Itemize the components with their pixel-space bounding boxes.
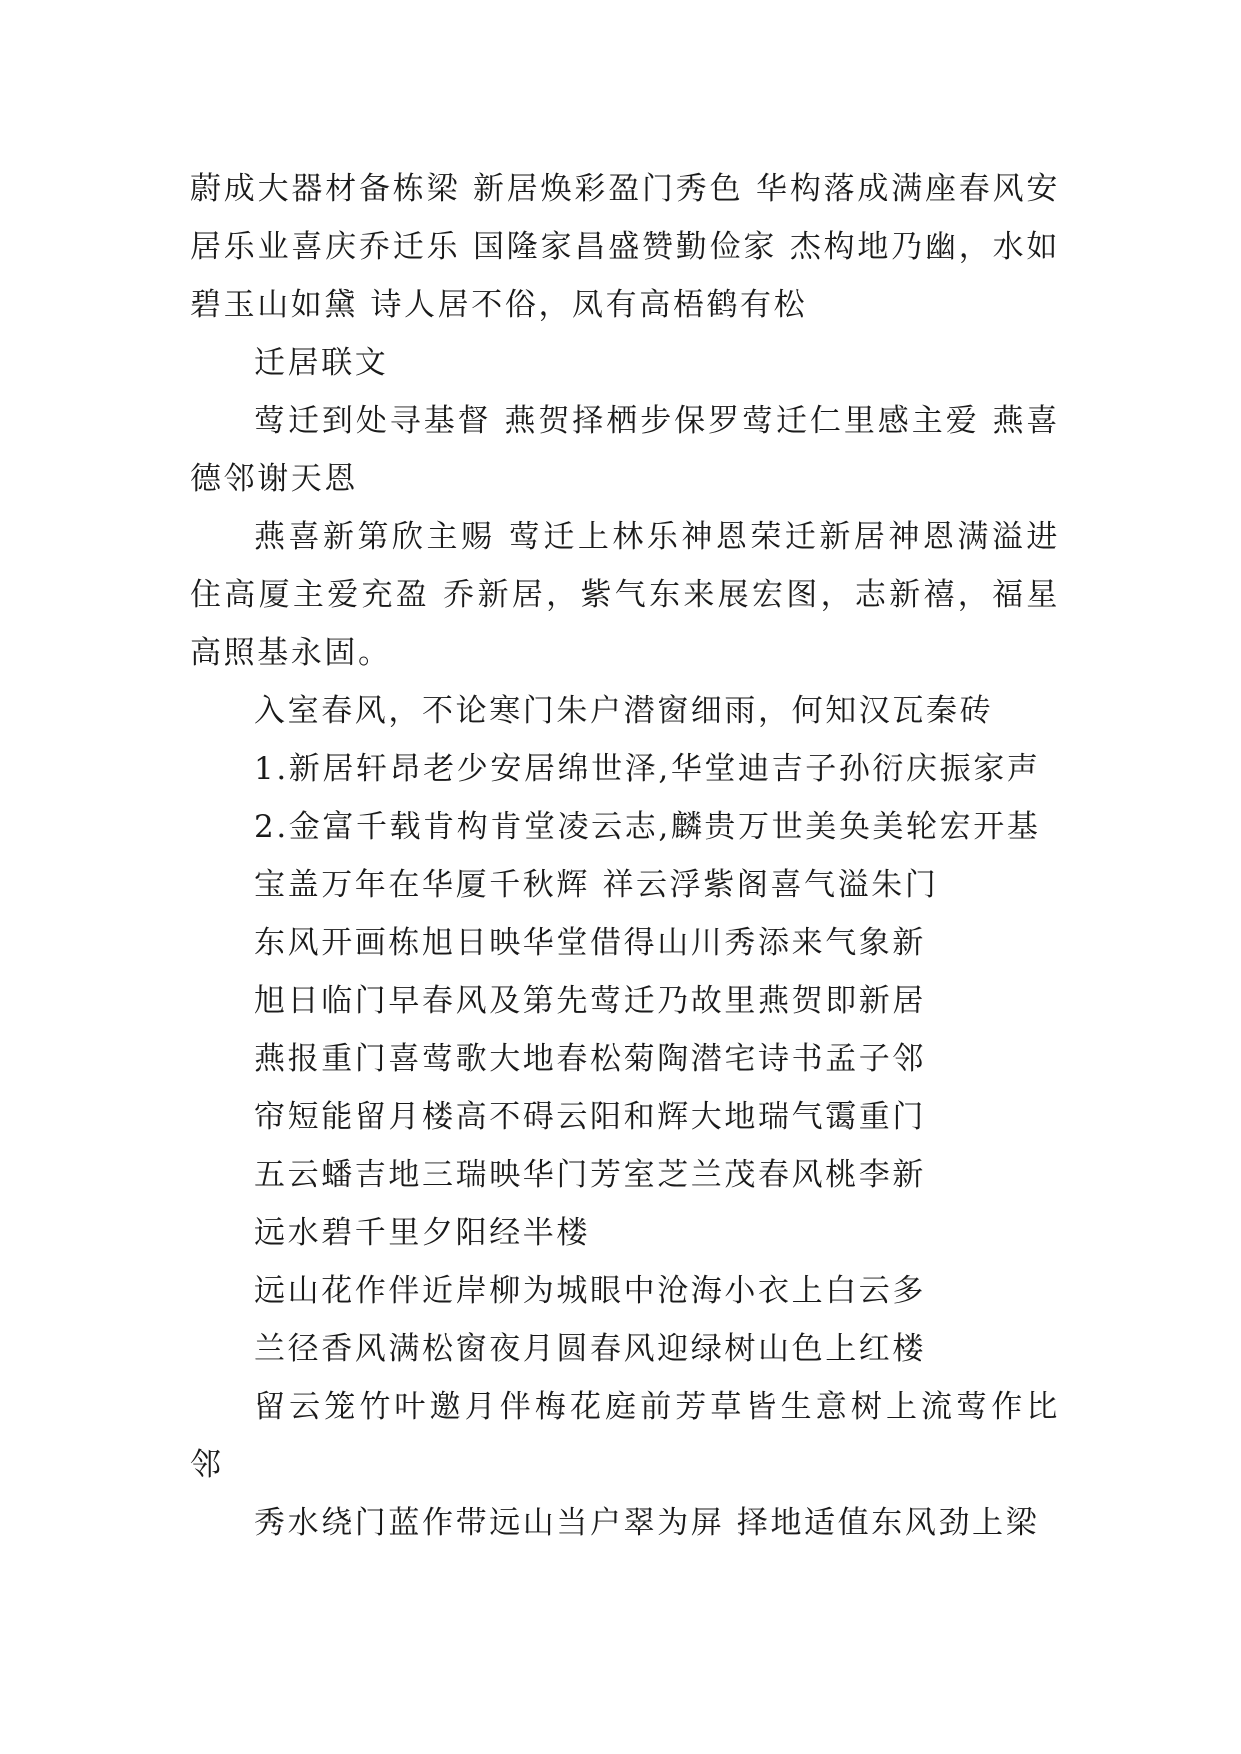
paragraph-3: 莺迁到处寻基督 燕贺择栖步保罗莺迁仁里感主爱 燕喜德邻谢天恩: [190, 403, 1060, 497]
paragraph-4: 燕喜新第欣主赐 莺迁上林乐神恩荣迁新居神恩满溢进住高厦主爱充盈 乔新居，紫气东来展宏图，志新禧，福星高照基永固。: [190, 519, 1060, 671]
paragraph-15: 远山花作伴近岸柳为城眼中沧海小衣上白云多: [254, 1273, 926, 1309]
paragraph-2: 迁居联文: [254, 345, 389, 381]
paragraph-7: 2.金富千载肯构肯堂凌云志,麟贵万世美奂美轮宏开基: [254, 809, 1041, 845]
paragraph-1: 蔚成大器材备栋梁 新居焕彩盈门秀色 华构落成满座春风安居乐业喜庆乔迁乐 国隆家昌盛赞勤俭家 杰构地乃幽，水如碧玉山如黛 诗人居不俗，凤有高梧鹤有松: [190, 171, 1060, 323]
paragraph-18: 秀水绕门蓝作带远山当户翠为屏 择地适值东风劲上梁: [254, 1505, 1040, 1541]
paragraph-17: 留云笼竹叶邀月伴梅花庭前芳草皆生意树上流莺作比邻: [190, 1389, 1060, 1483]
paragraph-8: 宝盖万年在华厦千秋辉 祥云浮紫阁喜气溢朱门: [254, 867, 939, 903]
paragraph-5: 入室春风，不论寒门朱户潜窗细雨，何知汉瓦秦砖: [254, 693, 994, 729]
paragraph-16: 兰径香风满松窗夜月圆春风迎绿树山色上红楼: [254, 1331, 926, 1367]
paragraph-10: 旭日临门早春风及第先莺迁乃故里燕贺即新居: [254, 983, 926, 1019]
document-page: [190, 160, 1060, 1552]
paragraph-6: 1.新居轩昂老少安居绵世泽,华堂迪吉子孙衍庆振家声: [254, 751, 1041, 787]
paragraph-11: 燕报重门喜莺歌大地春松菊陶潜宅诗书孟子邻: [254, 1041, 926, 1077]
paragraph-13: 五云蟠吉地三瑞映华门芳室芝兰茂春风桃李新: [254, 1157, 926, 1193]
paragraph-9: 东风开画栋旭日映华堂借得山川秀添来气象新: [254, 925, 926, 961]
paragraph-14: 远水碧千里夕阳经半楼: [254, 1215, 590, 1251]
paragraph-12: 帘短能留月楼高不碍云阳和辉大地瑞气霭重门: [254, 1099, 926, 1135]
